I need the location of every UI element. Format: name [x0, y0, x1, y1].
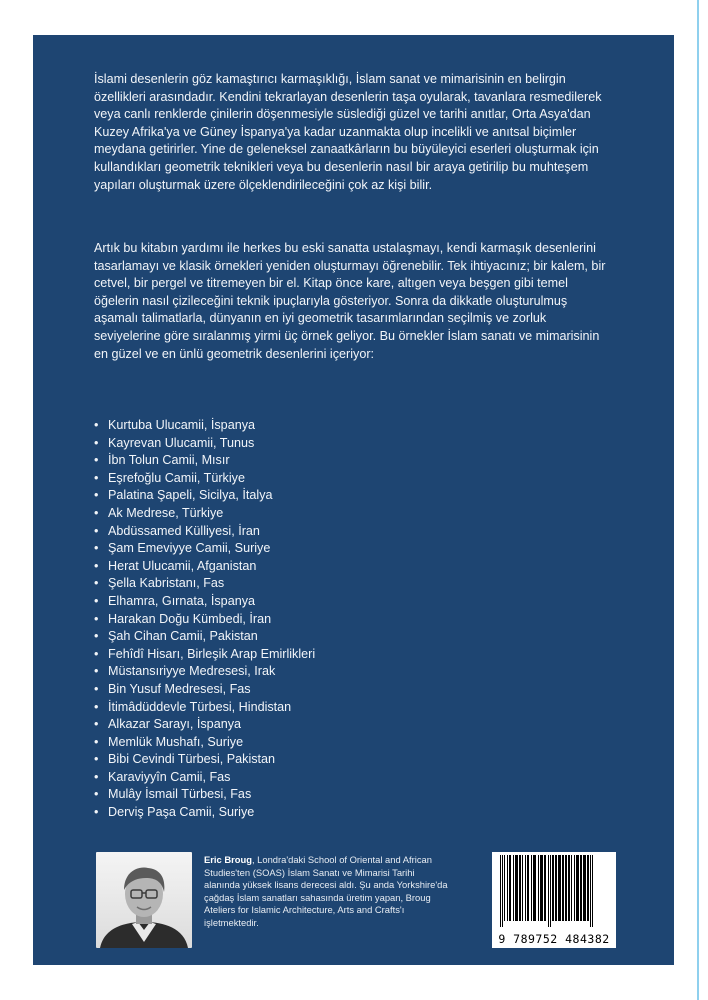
list-item: [94, 611, 315, 629]
back-cover-panel: [33, 35, 674, 965]
isbn-number: 9 789752 484382: [498, 932, 610, 946]
list-item: [94, 593, 315, 611]
list-item: [94, 470, 315, 488]
bullet-icon: •: [94, 523, 99, 538]
bullet-icon: •: [94, 558, 99, 573]
list-item: [94, 804, 315, 822]
bullet-icon: •: [94, 717, 99, 732]
bullet-icon: •: [94, 541, 99, 556]
list-item: [94, 751, 315, 769]
list-item: [94, 663, 315, 681]
bullet-icon: •: [94, 611, 99, 626]
bullet-icon: •: [94, 699, 99, 714]
author-bio-text: , Londra'daki School of Oriental and African Studies'ten (SOAS) İslam Sanatı ve Mimarisi Tarihi alanında yüksek lisans derecesi aldı. Şu anda Yorkshire'da çağdaş İslam sanatları sahasında üretim yapan, Broug Ateliers for Islamic Architecture, Arts and Crafts'ı işletmektedir.: [204, 854, 448, 928]
list-item: [94, 523, 315, 541]
examples-list: [94, 417, 315, 822]
list-item: [94, 575, 315, 593]
list-item: [94, 734, 315, 752]
bullet-icon: •: [94, 752, 99, 767]
list-item-text: Şah Cihan Camii, Pakistan: [108, 629, 258, 644]
barcode-icon: [496, 855, 612, 927]
list-item-text: Memlük Mushafı, Suriye: [108, 734, 244, 749]
bullet-icon: •: [94, 681, 99, 696]
bullet-icon: •: [94, 593, 99, 608]
bullet-icon: •: [94, 453, 99, 468]
list-item-text: Abdüssamed Külliyesi, İran: [108, 523, 260, 538]
bullet-icon: •: [94, 488, 99, 503]
list-item: [94, 487, 315, 505]
list-item-text: Palatina Şapeli, Sicilya, İtalya: [108, 488, 273, 503]
bullet-icon: •: [94, 435, 99, 450]
list-item: [94, 505, 315, 523]
author-photo: [96, 852, 192, 948]
barcode: [492, 852, 616, 948]
intro-paragraph: İslami desenlerin göz kamaştırıcı karmaşıklığı, İslam sanat ve mimarisinin en belirgin özellikleri arasındadır. Kendini tekrarlayan desenlerin taşa oyularak, tavanlara resmedilerek veya canlı renklerde çinilerin döşenmesiyle süslediği güzel ve tarihi anıtlar, Orta Asya'dan Kuzey Afrika'ya ve Güney İspanya'ya kadar uzanmakta olup incelikli ve anıtsal biçimler meydana getirirler. Yine de geleneksel zanaatkârların bu büyüleyici eserleri oluşturmak için kullandıkları geometrik teknikleri veya bu desenlerin nasıl bir araya getirilip bu muhteşem yapıları oluşturmak üzere ölçeklendirileceğini çok az kişi bilir.: [94, 72, 602, 192]
bullet-icon: •: [94, 734, 99, 749]
bullet-icon: •: [94, 470, 99, 485]
list-item: [94, 699, 315, 717]
list-item-text: Mulây İsmail Türbesi, Fas: [108, 787, 252, 802]
bullet-icon: •: [94, 787, 99, 802]
list-item-text: Karaviyyîn Camii, Fas: [108, 769, 231, 784]
bullet-icon: •: [94, 646, 99, 661]
author-bio: [204, 854, 449, 930]
list-item-text: Alkazar Sarayı, İspanya: [108, 717, 241, 732]
body-paragraph: Artık bu kitabın yardımı ile herkes bu eski sanatta ustalaşmayı, kendi karmaşık desenlerini tasarlamayı ve klasik örnekleri yeniden oluşturmayı öğrenebilir. Tek ihtiyacınız; bir kalem, bir cetvel, bir pergel ve titremeyen bir el. Kitap önce kare, altıgen veya beşgen gibi temel öğelerin nasıl çizileceğini teknik ipuçlarıyla gösteriyor. Sonra da dikkatle oluşturulmuş aşamalı talimatlarla, dünyanın en iyi geometrik tasarımlarından seçilmiş ve zorluk seviyelerine göre sıralanmış yirmi üç örnek geliyor. Bu örnekler İslam sanatı ve mimarisinin en güzel ve en ünlü geometrik desenlerini içeriyor:: [94, 241, 606, 361]
bullet-icon: •: [94, 629, 99, 644]
bullet-icon: •: [94, 769, 99, 784]
list-item-text: Derviş Paşa Camii, Suriye: [108, 805, 255, 820]
list-item-text: Eşrefoğlu Camii, Türkiye: [108, 470, 245, 485]
list-item-text: Şella Kabristanı, Fas: [108, 576, 225, 591]
list-item-text: Bin Yusuf Medresesi, Fas: [108, 681, 251, 696]
bullet-icon: •: [94, 576, 99, 591]
list-item: [94, 786, 315, 804]
list-item-text: Herat Ulucamii, Afganistan: [108, 558, 257, 573]
list-item-text: İbn Tolun Camii, Mısır: [108, 453, 230, 468]
bullet-icon: •: [94, 664, 99, 679]
list-item-text: Harakan Doğu Kümbedi, İran: [108, 611, 272, 626]
side-rule: [697, 0, 699, 1000]
list-item-text: Ak Medrese, Türkiye: [108, 505, 224, 520]
bullet-icon: •: [94, 505, 99, 520]
list-item: [94, 646, 315, 664]
list-item-text: Elhamra, Gırnata, İspanya: [108, 593, 255, 608]
bullet-icon: •: [94, 805, 99, 820]
list-item: [94, 435, 315, 453]
list-item: [94, 769, 315, 787]
list-item: [94, 628, 315, 646]
list-item: [94, 558, 315, 576]
list-item-text: Kayrevan Ulucamii, Tunus: [108, 435, 255, 450]
list-item-text: Fehîdî Hisarı, Birleşik Arap Emirlikleri: [108, 646, 316, 661]
list-item: [94, 716, 315, 734]
list-item: [94, 540, 315, 558]
list-item: [94, 681, 315, 699]
list-item-text: Bibi Cevindi Türbesi, Pakistan: [108, 752, 276, 767]
list-item-text: Müstansıriyye Medresesi, Irak: [108, 664, 276, 679]
list-item: [94, 452, 315, 470]
list-item-text: Şam Emeviyye Camii, Suriye: [108, 541, 271, 556]
list-item: [94, 417, 315, 435]
list-item-text: Kurtuba Ulucamii, İspanya: [108, 418, 255, 432]
bullet-icon: •: [94, 418, 99, 432]
list-item-text: İtimâdüddevle Türbesi, Hindistan: [108, 699, 292, 714]
author-name: Eric Broug: [204, 854, 252, 865]
